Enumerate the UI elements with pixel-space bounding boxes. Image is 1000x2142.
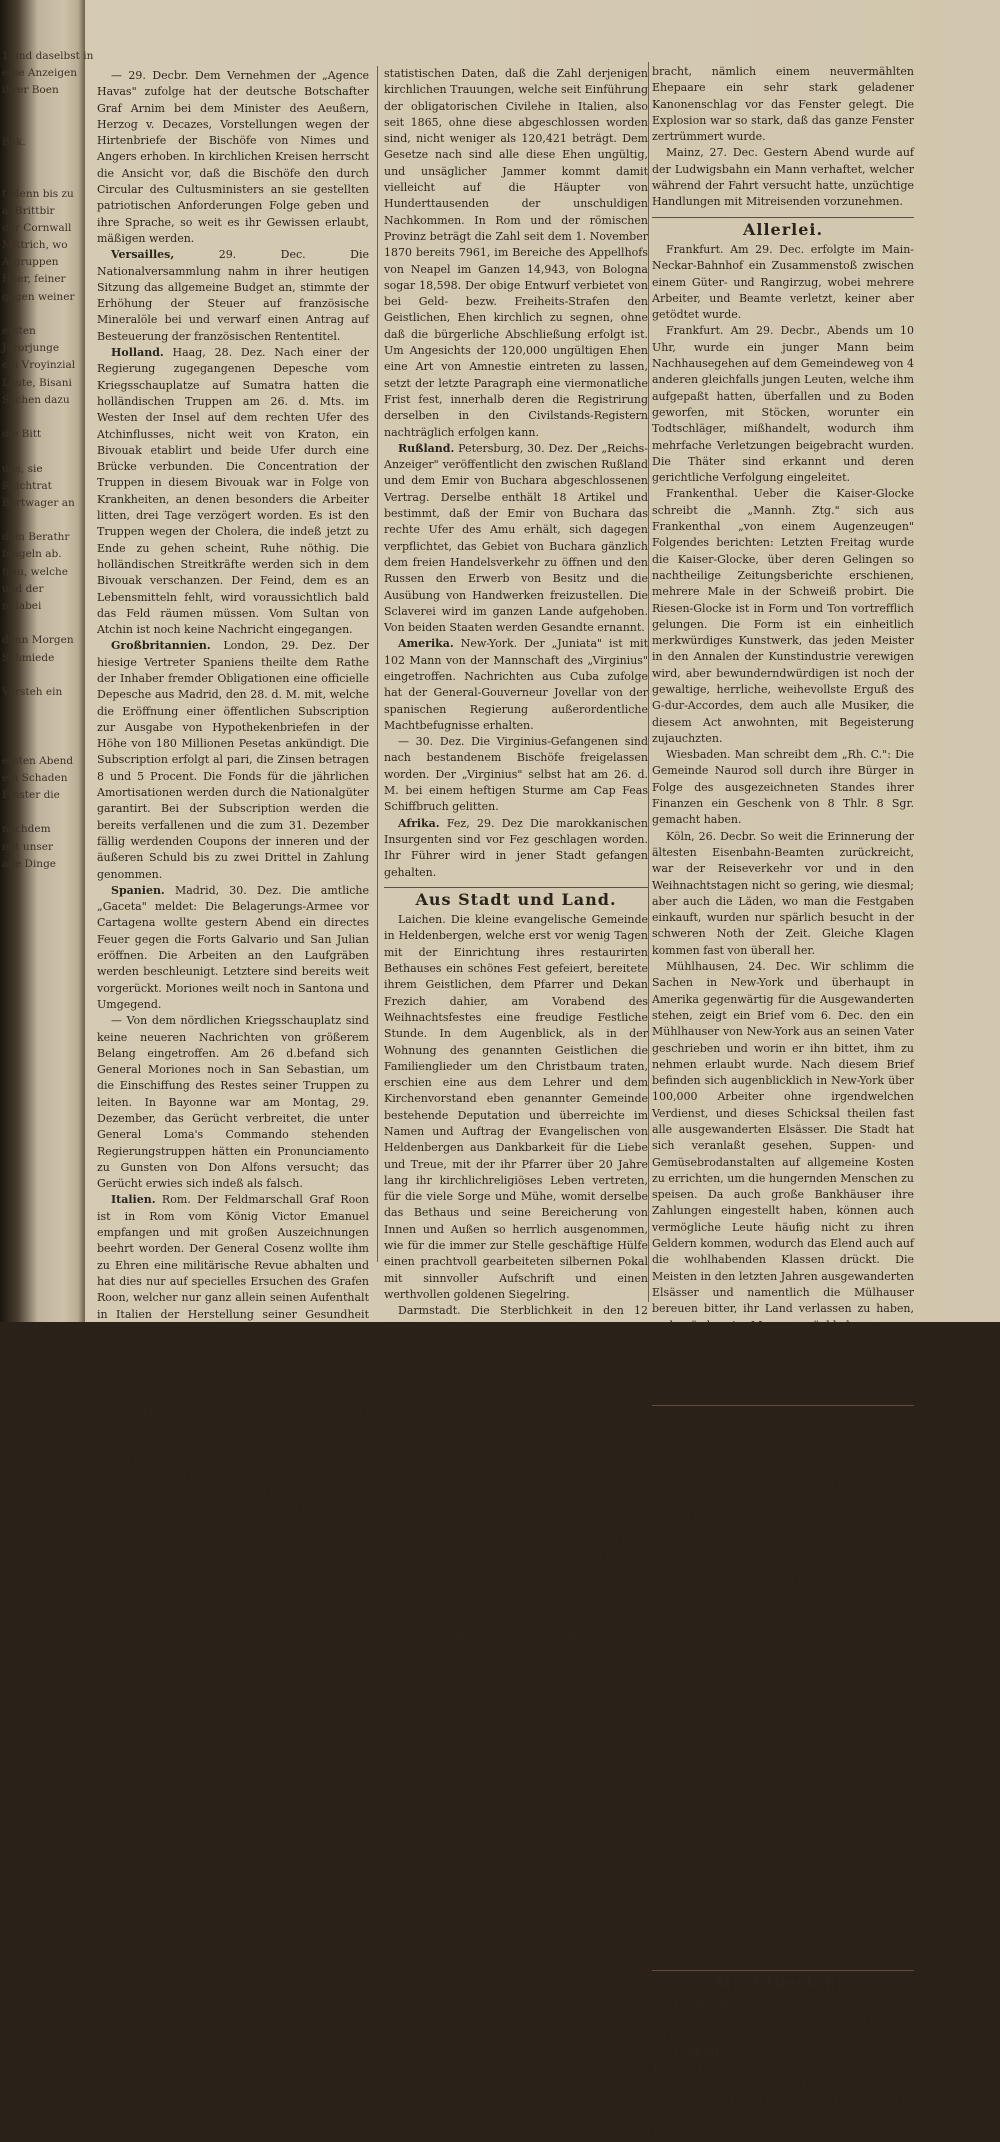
article-text: D. Frankfurt a. M., 30. Dec. Die Börse verkehrte heute, am Liquidationstage, in weiterer Tendenz als gestern und war das Geschäft sehr beschränkt da Umsätze meist nur in Verbindung mit der Ultimo-Regulirung stattfanden. Aus dem raschen Schwinden des anfänglich noch vorhandenen Deports, welcher sich im Report verwandelte, darf geschlossen werden, daß die Contremine ihre Positionen aufgegeben und schließlich lies noch die Geldbedarf bringend geblieben ist. Geld war heute noch fester wie gestern und wurden bis zu 6 pCt. Prolongationsgeben bewilligt. Für Creditactien und Staatsbahnactien wurde ein Report von 24 fr. gezahlt. Creditactien bewegten sich zwischen 242—40¼—41—42. Staatsbahnactien hielten sich fest und galten von 350¾ bis 351¾. Lombarden matt zu 168½. Oesterr. Bahnen waren wieder größtentheils offerirt. Elbthal sanken von 202½ bis 199. Galizier, Franz-Josef und Böhmen sind ebenfalls erheblich matter. Albrecht 3 fl. billiger. Banken vertheilten, ohne belebtes Geschäft, größtentheils zu normalen Coursen. Oesterr. Nationalbank fest. Handelsgesellschaft blieben bei gutem Begehr behauptet. Silberrente und Spanier matter. Von Amerikanischen Werthen Stocken und Copperopolis 1½ pCt. höher. Von Loosoffecten Creditloose matter. Mailänder 45 Fcs.-Loose, deren Ziehung morgen stattfindet und Schwedische 10-Thlr.-Loose höher. Von Wechseln Paris schwächer. Privatdisconto 4 pCt. bbox=[652, 1411, 914, 1962]
article-text: Rom. Der Feldmarschall Graf Roon ist in Rom vom König Victor Emanuel empfangen und mit großen Auszeichnungen beehrt worden. Der General Cosenz wollte ihm zu Ehren eine militärische Revue abhalten und hat dies nur auf specielles Ersuchen des Grafen Roon, welcher nur ganz allein seinen Aufenthalt in Italien der Herstellung seiner Gesundheit widmen will, aufgegeben. Der Graf ist inzwischen nach Neapel abgereist und wird von dort in einigen Tagen seine Reise nach Palermo fortsetzen. bbox=[97, 1193, 369, 1386]
gutter-line: a, Brittbir bbox=[2, 204, 55, 217]
gutter-line: Leute, Bisani bbox=[2, 376, 72, 389]
section-divider bbox=[652, 1405, 914, 1406]
gutter-line bbox=[2, 306, 68, 323]
article-text: New-York. Der „Juniata" ist mit 102 Mann von der Mannschaft des „Virginius" eingetroffen. Nachrichten aus Cuba zufolge hat der General-Gouverneur Jovellar von der spanischen Regierung außerordentliche Machtbefugnisse erhalten. bbox=[384, 637, 648, 732]
article-text: Petersburg, 30. Dez. Der „Reichs-Anzeiger" veröffentlicht den zwischen Rußland und dem Emir von Buchara abgeschlossenen Vertrag. Derselbe enthält 18 Artikel und bestimmt, daß der Emir von Buchara das rechte Ufer des Amu erhält, sich dagegen verpflichtet, das Gebiet von Buchara gänzlich dem freien Handelsverkehr zu öffnen und den Russen den Erwerb von Besitz und die Ausübung von Handwerken freizustellen. Die Sclaverei wird im ganzen Lande aufgehoben. Von beiden Staaten werden Gesandte ernannt. bbox=[384, 441, 648, 635]
gutter-line: Bertwager an bbox=[2, 496, 75, 509]
article-paragraph bbox=[652, 1995, 914, 2044]
article-paragraph bbox=[384, 1857, 648, 1906]
article-paragraph bbox=[652, 829, 914, 959]
article-text: — 23. Dez. Man schreibt der „K. Ztg.": Der Bericht über den Gesetzentwurf, nach welchem die kirchliche Trauung erst dann gestattet sein soll, wenn die bürgerliche bereits erfolgt ist, hat man kaum in der Kammer vertheilt, da verlangen schon Publikum und Presse nachdrücklich, daß derselbe ohne jeden Verzug in Berathung genommen werden solle. Und die Zahlen, die hierbei mit Schrecken erregender Deutlichkeit reden, verlangen dies noch nachdrücklicher. Ergibt sich doch aus den neuesten bbox=[97, 1389, 369, 1582]
gutter-line: Reichtrat bbox=[2, 479, 52, 492]
article-paragraph bbox=[652, 1410, 914, 1964]
gutter-line bbox=[2, 890, 68, 907]
gutter-line: mit unser bbox=[2, 840, 54, 853]
article-paragraph bbox=[384, 1303, 648, 1857]
article-paragraph bbox=[97, 247, 369, 345]
gutter-line: alle Dinge bbox=[2, 857, 57, 870]
section-divider bbox=[652, 217, 914, 218]
gutter-line: n dabei bbox=[2, 600, 42, 612]
article-text: Frankfurt. Am 29. Dec. erfolgte im Main-Neckar-Bahnhof ein Zusammenstoß zwischen einem Güter- und Rangirzug, wobei mehrere Arbeiter, und Beamte verletzt, keiner aber getödtet wurde. bbox=[652, 242, 914, 322]
section-title: Allerlei. bbox=[742, 219, 824, 239]
article-paragraph bbox=[384, 912, 648, 1303]
article-paragraph bbox=[97, 638, 369, 882]
column-rule-1 bbox=[377, 66, 378, 1262]
article-heading: Rußland. bbox=[398, 441, 455, 455]
article-text: Darmstadt. Die Sterblichkeit in den 12 größten Gemeinden des Großherzogthums im Monat November l. J. war im Ganzen genommen eine normale, wenn auch in einzelnen Gemeinden Abweichungen hiervon zu konstatiren waren. Die Zahl der Todesfälle betrug 324, gegen 326 im entsprechenden Monat des Vorjahres. An epidemischen, zymotischen und ähnlichen Krankheiten verstarben 46 Personen oder 7 weniger als im November 1872. Diarrhoe erforderte 11 Opfer und zwar 4 in Darmstadt, 2 in Offenbach und je 1 in Mainz, Worms, Lampertheim, Bensheim und Heppenheim. An Typhus verstarb 1 Person in Mainz, am Abdominal-Typhus 7 Personen, je 3 in Mainz und Gießen und 1 in Darmstadt, an häutiger Bräune je 1 Person in Darmstadt, Lampertheim und Bensheim, an Keuchhusten 2 Personen in Worms und je 1 in Darmstadt und Offenbach, an Diphtheritis 3 Personen in Heppenheim, 2 in Offenbach, 1 in Gießen, an Kindbettkrankheiten je 1 in Mainz, Offenbach und Worms, an Scharlach 2 in Mainz, je 1 in Offenbach und Bingen, an Masern 3 in Mainz, 1 in Darmstadt. — An sonstigen Krankheiten mit Einschluß der Todtgeborenen ereigneten sich 278 Sterbefälle, gegen 273 im November v. J. Von Letzteren trafen auf Todtgeburten 31, Tod aus Altersschwäche 22, Marasmus 12, Lungentuberculose 40, Krämpfe 19, Entzündung der Bronchien 13, Lungenentzündung 16 organische Herzkrankheiten 18 Fälle ec. bbox=[384, 1304, 648, 1856]
article-paragraph bbox=[97, 883, 369, 1013]
article-text: statistischen Daten, daß die Zahl derjenigen kirchlichen Trauungen, welche seit Einführung der obligatorischen Civilehe in Italien, also seit 1865, ohne diese abgeschlossen worden sind, nicht weniger als 120,421 beträgt. Dem Gesetze nach sind alle diese Ehen ungültig, und unsäglicher Jammer kommt damit vielleicht auf die Häupter von Hunderttausenden der unschuldigen Nachkommen. In Rom und der römischen Provinz beträgt die Zahl seit dem 1. November 1870 bereits 7961, im Bereiche des Appellhofs von Neapel im Ganzen 14,943, von Bologna sogar 18,598. Der obige Entwurf verbietet von bei Geld- bezw. Freiheits-Strafen den Geistlichen, Ehen kirchlich zu segnen, ohne daß die bürgerliche Abschließung erfolgt ist. Um Angesichts der 120,000 ungültigen Ehen eine Art von Amnestie eintreten zu lassen, setzt der letzte Paragraph eine viermonatliche Frist fest, innerhalb deren die Registrirung derselben in den Civilstands-Registern nachträglich erfolgen kann. bbox=[384, 67, 648, 439]
gutter-line bbox=[2, 100, 68, 117]
column-1 bbox=[97, 68, 369, 1582]
gutter-line: frau, welche bbox=[2, 565, 69, 578]
gutter-line bbox=[2, 168, 68, 185]
gutter-line bbox=[2, 925, 68, 942]
article-text: 29. Dec. Die Nationalversammlung nahm in ihrer heutigen Sitzung das allgemeine Budget an, stimmte der Erhöhung der Steuer auf französische Mineralöle bei und verwarf einen Antrag auf Besteuerung der französischen Rententitel. bbox=[97, 248, 369, 343]
gutter-line bbox=[2, 804, 68, 821]
article-text: 29. Dec. Waizen effectiv bis. 17¼ fl. Korn 13½—14½ fl. Gerste 13½—14½ fl. Hafer 10 bis 10½ fl. Kohllamcht 16½ fl. Erbsen 12—14 fl. Wicken 10 fl. Linsen 12—17 fl. Rüböl 40 fl. Alle Preise verstehen sich per 100 Kilo. bbox=[652, 2045, 914, 2140]
article-paragraph bbox=[384, 734, 648, 815]
column-rule-2 bbox=[648, 62, 649, 1302]
gutter-line bbox=[2, 718, 68, 735]
gutter-line: Heer, feiner bbox=[2, 273, 66, 286]
article-text: Da mstadt, 29. Dec. Heute Nacht wurde vor dem Jägerthor ein sehr schlechter Witz zur Ausführung ge- bbox=[384, 1858, 648, 1904]
gutter-line bbox=[2, 443, 68, 460]
gutter-line: dem Berathr bbox=[2, 531, 70, 544]
gutter-line bbox=[2, 701, 68, 718]
section-title: Marktbericht. bbox=[713, 1973, 853, 1993]
gutter-line bbox=[2, 512, 68, 529]
section-title: Aus Stadt und Land. bbox=[415, 889, 617, 909]
gutter-line bbox=[2, 907, 68, 924]
article-paragraph bbox=[97, 345, 369, 638]
gutter-line: Jurorjunge bbox=[2, 342, 60, 355]
article-text: Frankfurt. Am 29. Decbr., Abends um 10 Uhr, wurde ein junger Mann beim Nachhausegehen auf dem Gemeindeweg von 4 anderen gleichfalls jungen Leuten, welche ihm aufgepaßt hatten, überfallen und zu Boden geworfen, mit Stöcken, worunter ein Todtschläger, mißhandelt, wodurch ihm mehrfache Verletzungen beigebracht wurden. Die Thäter sind erkannt und deren gerichtliche Verfolgung eingeleitet. bbox=[652, 324, 914, 485]
article-heading: Versailles, bbox=[111, 248, 175, 262]
left-page-gutter bbox=[0, 0, 94, 1322]
article-heading: Frankfurt, bbox=[666, 2045, 730, 2059]
gutter-line bbox=[2, 151, 68, 168]
gutter-line: Atgruppen bbox=[2, 256, 59, 269]
gutter-line: Sachen dazu bbox=[2, 393, 70, 406]
article-text: — 30. Dez. Die Virginius-Gefangenen sind nach bestandenem Bischöfe freigelassen worden. Der „Virginius" selbst hat am 26. d. M. bei einem heftigen Sturme am Cap Feas Schiffbruch gelitten. bbox=[384, 735, 648, 814]
gutter-line: ersten bbox=[2, 325, 36, 337]
article-text: 31. Dec. Waizen 16 fl. 40 fr.; Korn 14 fl. — fr.; Gerste 12 fl. 40 fr.; Hafer 9 fl. 30 fr. Alle Preise verstehen sich per 100 Kilo. bbox=[652, 1996, 914, 2043]
article-text: Mühlhausen, 24. Dec. Wir schlimm die Sachen in New-York und überhaupt in Amerika gegenwärtig für die Ausgewanderten stehen, zeigt ein Brief vom 6. Dec. den ein Mühlhauser von New-York aus an seinen Vater geschrieben und worin er ihn bittet, ihm zu nehmen erlaubt wurde. Nach diesem Brief befinden sich augenblicklich in New-York über 100,000 Arbeiter ohne irgendwelchen Verdienst, und dieses Schicksal theilen fast alle ausgewanderten Elsässer. Die Stadt hat sich veranlaßt gesehen, Suppen- und Gemüsebrodanstalten auf allgemeine Kosten zu errichten, um die hungernden Menschen zu speisen. Da auch große Bankhäuser ihre Zahlungen eingestellt haben, können auch vermögliche Leute häufig nicht zu ihren Geldern kommen, wodurch das Elend auch auf die wohlhabenden Klassen drückt. Die Meisten in den letzten Jahren ausgewanderten Elsässer und namentlich die Mülhauser bereuen bitter, ihr Land verlassen zu haben, und würden in Masse zurückkehren, wenn ihnen die Mittel dazu nicht mangelten. Der Brief führt die Namen vieler Mülhauser an, deren Elend als herzzerreißend geschildert wird. bbox=[652, 960, 914, 1397]
gutter-line: der Cornwall bbox=[2, 221, 72, 234]
article-text: Madrid, 30. Dez. Die amtliche „Gaceta" meldet: Die Belagerungs-Armee vor Cartagena wollte gestern Abend ein directes Feuer gegen die Forts Galvario und San Julian eröffnen. Die Arbeiten an den Laufgräben werden beschleunigt. Letztere sind bereits weit vorgerückt. Moriones weilt noch in Santona und Umgegend. bbox=[97, 883, 369, 1011]
gutter-line: t, denn bis zu bbox=[2, 187, 74, 200]
article-text: bracht, nämlich einem neuvermählten Ehepaare ein sehr stark geladener Kanonenschlag vor das Fenster gelegt. Die Explosion war so stark, daß das ganze Fenster zertrümmert wurde. bbox=[652, 65, 914, 144]
gutter-line bbox=[2, 409, 68, 426]
article-text: Laichen. Die kleine evangelische Gemeinde in Heldenbergen, welche erst vor wenig Tagen mit der Einrichtung ihres restaurirten Bethauses ein schönes Fest gefeiert, bereitete ihrem Geistlichen, dem Pfarrer und Dekan Frezich dahier, am Vorabend des Weihnachtsfestes eine freudige Festliche Stunde. In dem Augenblick, als in der Wohnung des genannten Geistlichen die Familienglieder um den Christbaum traten, erschien eine aus dem Lehrer und dem Kirchenvorstand eben genannter Gemeinde bestehende Deputation und überreichte im Namen und Auftrag der Evangelischen von Heldenbergen aus Dankbarkeit für die Liebe und Treue, mit der ihr Pfarrer über 20 Jahre lang ihr kirchlichreligiöses Leben vertreten, für die viele Sorge und Mühe, womit derselbe das Bethaus und seine Bereicherung von Innen und Außen so herrlich ausgenommen, wie für die immer zur Stelle geschäftige Hülfe einen prachtvoll gearbeiteten silbernen Pokal mit sinnvoller Aufschrift und einen werthvollen goldenen Siegelring. bbox=[384, 913, 648, 1301]
article-paragraph bbox=[652, 2044, 914, 2142]
article-paragraph bbox=[97, 68, 369, 247]
article-paragraph bbox=[384, 816, 648, 881]
article-text: — 29. Decbr. Dem Vernehmen der „Agence Havas" zufolge hat der deutsche Botschafter Graf Arnim bei dem Minister des Aeußern, Herzog v. Decazes, Vorstellungen wegen der Hirtenbriefe der Bischöfe von Nimes und Angers erhoben. In kirchlichen Kreisen herrscht die Ansicht vor, daß die Bischöfe den durch Circular des Cultusministers an sie gestellten patriotischen Anforderungen Folge geben und ihre Sprache, so weit es ihr Gewissen erlaubt, mäßigen werden. bbox=[97, 69, 369, 245]
gutter-line bbox=[2, 736, 68, 753]
article-heading: Spanien. bbox=[111, 883, 165, 897]
article-paragraph bbox=[652, 64, 914, 145]
article-paragraph bbox=[652, 747, 914, 828]
gutter-line bbox=[2, 117, 68, 134]
gutter-line bbox=[2, 615, 68, 632]
article-text: London, 29. Dez. Der hiesige Vertreter Spaniens theilte dem Rathe der Inhaber fremder Obligationen eine officielle Depesche aus Madrid, den 28. d. M. mit, welche die Eröffnung einer öffentlichen Subscription zur Ausgabe von Hypothekenbriefen in der Höhe von 180 Millionen Pesetas ankündigt. Die Subscription erfolgt al pari, die Zinsen betragen 8 und 5 Procent. Die Fonds für die jährlichen Amortisationen werden durch die Nationalgüter garantirt. Bei der Subscription werden die bereits verfallenen und die zum 31. Dezember fällig werdenden Coupons der inneren und der äußeren Schuld bis zu zwei Drittel in Zahlung genommen. bbox=[97, 639, 369, 881]
article-paragraph bbox=[652, 486, 914, 747]
gutter-text bbox=[2, 48, 94, 942]
article-paragraph bbox=[652, 242, 914, 323]
article-paragraph bbox=[652, 145, 914, 210]
gutter-line: uns, sie bbox=[2, 462, 43, 475]
gutter-line: Mittrich, wo bbox=[2, 239, 68, 252]
section-divider bbox=[384, 887, 648, 888]
gutter-line: und der bbox=[2, 582, 44, 595]
article-text: Wiesbaden. Man schreibt dem „Rh. C.": Die Gemeinde Naurod soll durch ihre Bürger in Folge des ausgezeichneten Standes ihrer Finanzen ein Geschenk von 8 Thlr. 8 Sgr. gemacht haben. bbox=[652, 748, 914, 827]
article-text: — Von dem nördlichen Kriegsschauplatz sind keine neueren Nachrichten von größerem Belang eingetroffen. Am 26 d.befand sich General Moriones noch in San Sebastian, um die Einschiffung des Restes seiner Truppen zu leiten. In Bayonne war am Montag, 29. Dezember, das Gerücht verbreitet, die unter General Loma's Commando stehenden Regierungstruppen hätten ein Pronunciamento zu Gunsten von Don Alfons versucht; das Gerücht erwies sich indeß als falsch. bbox=[97, 1014, 369, 1191]
article-paragraph bbox=[384, 441, 648, 637]
gutter-line: Bäk. bbox=[2, 135, 26, 148]
article-heading: Großbritannien. bbox=[111, 639, 211, 653]
gutter-line: denn Morgen bbox=[2, 634, 74, 647]
article-heading: Afrika. bbox=[398, 816, 440, 830]
gutter-line: ein Vroyinzial bbox=[2, 359, 76, 372]
column-2 bbox=[384, 66, 648, 1904]
article-paragraph bbox=[652, 959, 914, 1399]
article-heading: Holland. bbox=[111, 346, 164, 360]
gutter-line bbox=[2, 667, 68, 684]
article-text: Haag, 28. Dez. Nach einer der Regierung zugegangenen Depesche vom Kriegsschauplatze auf Sumatra hatten die holländischen Truppen am 26. d. Mts. im Westen der Insel auf dem rechten Ufer des Atchinflusses, nicht weit von Kraton, ein Bivouak etablirt und beide Ufer durch eine Brücke verbunden. Die Concentration der Truppen in diesem Bivouak war in Folge von Krankheiten, an denen besonders die Arbeiter litten, drei Tage verzögert worden. Es ist den Truppen wegen der Cholera, die indeß jetzt zu Ende zu gehen scheint, Ruhe nöthig. Die holländischen Streitkräfte werden sich in dem Bivouak verschanzen. Der Feind, dem es an Lebensmitteln fehlt, wird voraussichtlich bald das Feld räumen müssen. Vom Sultan von Atchin ist noch keine Nachricht eingegangen. bbox=[97, 346, 369, 637]
article-text: Frankenthal. Ueber die Kaiser-Glocke schreibt die „Mannh. Ztg." sich aus Frankenthal „von einem Augenzeugen" Folgendes berichten: Letzten Freitag wurde die Kaiser-Glocke, über deren Gelingen so nachtheilige Zeitungsberichte erschienen, mehrere Male in der Schweiß probirt. Die Riesen-Glocke ist in Form und Ton vortrefflich gelungen. Die Form ist ein einheitlich merkwürdiges Kunstwerk, das jeden Meister in den Annalen der Kunstindustrie verewigen wird, aber bewunderndwürdigen ist noch der gewaltige, herrliche, weihevollste Erguß des G-dur-Accordes, dem auch alle Musiker, die diesem Act anwohnten, mit Begeisterung zujauchzten. bbox=[652, 487, 914, 745]
article-paragraph bbox=[97, 1192, 369, 1388]
article-heading: Friedberg, bbox=[666, 1996, 731, 2010]
gutter-line: Finster die bbox=[2, 789, 60, 802]
gutter-line: Schmiede bbox=[2, 651, 55, 664]
article-paragraph bbox=[384, 66, 648, 441]
gutter-line: eine Anzeigen bbox=[2, 67, 78, 80]
article-text: Fez, 29. Dez Die marokkanischen Insurgenten sind vor Fez geschlagen worden. Ihr Führer wird in jener Stadt gefangen gehalten. bbox=[384, 816, 648, 879]
gutter-line: ersten Abend bbox=[2, 754, 74, 767]
article-heading: Amerika. bbox=[398, 637, 454, 651]
article-paragraph bbox=[384, 636, 648, 734]
article-paragraph bbox=[652, 323, 914, 486]
column-3 bbox=[652, 64, 914, 2140]
article-text: Köln, 26. Decbr. So weit die Erinnerung der ältesten Eisenbahn-Beamten zurückreicht, war der Reiseverkehr vor und in den Weihnachtstagen nicht so gering, wie diesmal; aber auch die Läden, wo man die Festgaben einkauft, wurden nur spärlich besucht in der schweren Noth der Zeit. Gleiche Klagen kommen fast von überall her. bbox=[652, 829, 914, 957]
gutter-line: ihrer Boen bbox=[2, 84, 59, 97]
article-paragraph bbox=[97, 1388, 369, 1584]
gutter-line: fengeln ab. bbox=[2, 548, 62, 561]
article-heading: Italien. bbox=[111, 1193, 156, 1207]
section-divider bbox=[652, 1970, 914, 1971]
gutter-line: 1 und daselbst in bbox=[2, 50, 94, 62]
article-text: Mainz, 27. Dec. Gestern Abend wurde auf der Ludwigsbahn ein Mann verhaftet, welcher während der Fahrt versucht hatte, unzüchtige Handlungen mit Mitreisenden vorzunehmen. bbox=[652, 146, 914, 209]
gutter-line: nachdem bbox=[2, 823, 51, 836]
gutter-line: Vorsteh ein bbox=[2, 685, 63, 698]
article-paragraph bbox=[97, 1013, 369, 1192]
gutter-line: ein Schaden bbox=[2, 771, 68, 784]
gutter-line bbox=[2, 873, 68, 890]
gutter-line: gegen weiner bbox=[2, 290, 75, 303]
gutter-line: die Bitt bbox=[2, 428, 42, 441]
